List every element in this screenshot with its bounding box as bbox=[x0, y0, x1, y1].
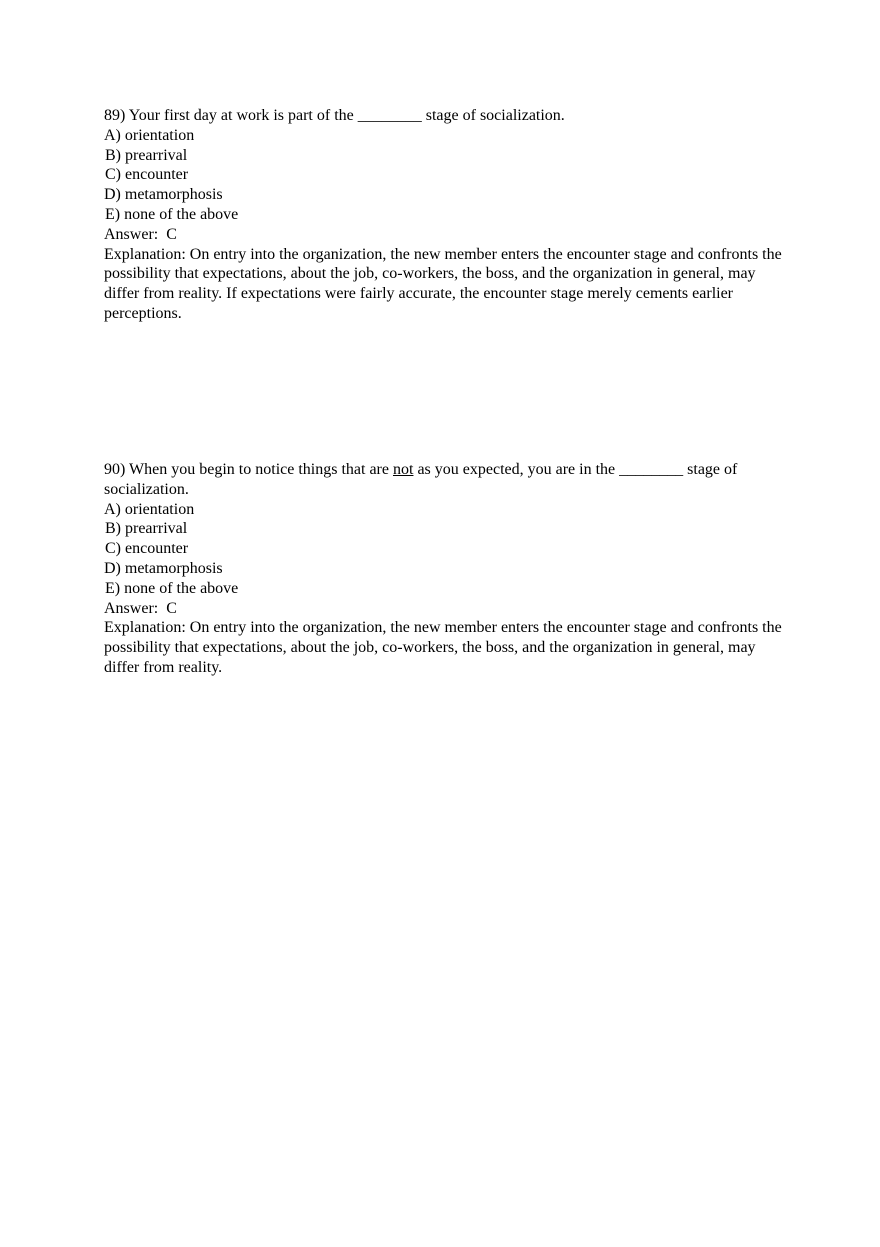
answer-value: C bbox=[166, 599, 177, 617]
option-d: D) metamorphosis bbox=[104, 186, 223, 204]
question-stem bbox=[104, 106, 784, 126]
question-number: 89) bbox=[104, 107, 129, 124]
question-89 bbox=[104, 106, 784, 324]
explanation-label: Explanation: bbox=[104, 245, 186, 263]
answer-line bbox=[104, 599, 784, 619]
option-e: E) none of the above bbox=[105, 205, 239, 223]
question-stem bbox=[104, 460, 784, 500]
explanation-text: On entry into the organization, the new member enters the encounter stage and confronts the possibility that expectations, about the job, co-workers, the boss, and the organization in general, may differ from reality. If expectations were fairly accurate, the encounter stage merely cements earlier perceptions. bbox=[104, 245, 782, 322]
answer-line bbox=[104, 225, 784, 245]
question-number: 90) bbox=[104, 461, 130, 478]
option-c: C) encounter bbox=[105, 166, 189, 184]
option-a: A) orientation bbox=[104, 126, 195, 144]
question-text-emphasis: not bbox=[392, 461, 414, 478]
question-90 bbox=[104, 460, 784, 678]
explanation-text: On entry into the organization, the new member enters the encounter stage and confronts the possibility that expectations, about the job, co-workers, the boss, and the organization in general, may differ from reality. bbox=[104, 619, 782, 676]
option-a: A) orientation bbox=[104, 500, 195, 518]
explanation bbox=[104, 618, 784, 677]
explanation-label: Explanation: bbox=[104, 619, 186, 637]
question-text-after: as you expected, you are in the ________ stage of socialization. bbox=[104, 461, 738, 498]
option-b: B) prearrival bbox=[105, 520, 188, 538]
option-d: D) metamorphosis bbox=[104, 559, 223, 577]
option-e: E) none of the above bbox=[105, 579, 239, 597]
question-text: Your first day at work is part of the ________ stage of socialization. bbox=[128, 107, 565, 124]
answer-label: Answer: bbox=[104, 225, 159, 243]
answer-value: C bbox=[166, 225, 177, 243]
option-c: C) encounter bbox=[105, 540, 189, 558]
explanation bbox=[104, 245, 784, 324]
answer-label: Answer: bbox=[104, 599, 159, 617]
option-b: B) prearrival bbox=[105, 146, 188, 164]
question-text-before: When you begin to notice things that are bbox=[129, 461, 393, 478]
